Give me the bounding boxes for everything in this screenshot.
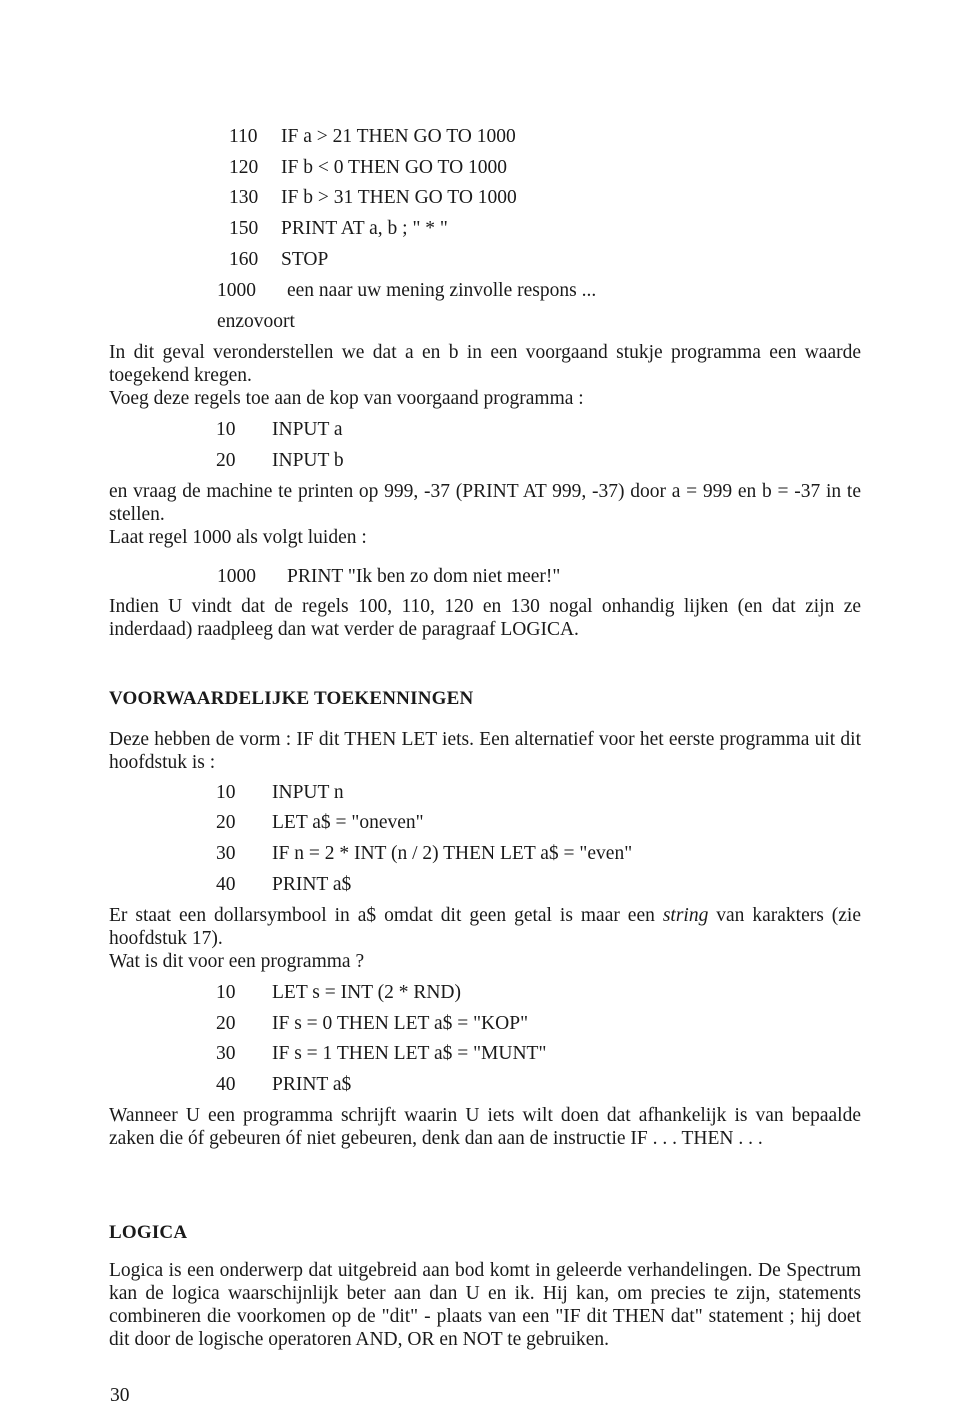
code-line [229, 248, 328, 272]
code-text: INPUT a [272, 419, 343, 440]
code-text: IF b > 31 THEN GO TO 1000 [281, 187, 517, 208]
paragraph-text: van karakters (zie hoofdstuk 17). [109, 905, 862, 949]
line-number: 130 [229, 187, 259, 208]
code-text: INPUT n [272, 782, 344, 803]
line-number: 20 [216, 1013, 236, 1034]
code-line [216, 449, 344, 473]
line-number: 10 [216, 419, 236, 440]
code-text: PRINT a$ [272, 874, 352, 895]
code-line [229, 156, 507, 180]
code-text: PRINT "Ik ben zo dom niet meer!" [287, 566, 561, 587]
code-line [229, 217, 448, 241]
emphasis-text: string [662, 905, 709, 926]
code-text: IF s = 0 THEN LET a$ = "KOP" [272, 1013, 529, 1034]
code-line [216, 811, 424, 835]
code-text: PRINT AT a, b ; " * " [281, 218, 448, 239]
code-line [216, 781, 344, 805]
code-text: IF b < 0 THEN GO TO 1000 [281, 157, 508, 178]
paragraph: Wanneer U een programma schrijft waarin U iets wilt doen dat afhankelijk is van bepaalde zaken die óf gebeuren óf niet gebeuren, denk dan aan de instructie IF . . . THEN . . . [109, 1105, 861, 1149]
code-line [229, 125, 516, 149]
code-text: een naar uw mening zinvolle respons ... [287, 280, 597, 301]
code-line [216, 873, 351, 897]
line-number: 10 [216, 982, 236, 1003]
line-number: 40 [216, 874, 236, 895]
enzovoort-text: enzovoort [217, 311, 295, 332]
code-text: IF s = 1 THEN LET a$ = "MUNT" [272, 1043, 547, 1064]
line-number: 120 [229, 157, 259, 178]
section-heading: LOGICA [109, 1222, 188, 1243]
code-line [229, 186, 517, 210]
code-text: LET a$ = "oneven" [272, 812, 424, 833]
code-line [216, 1012, 528, 1036]
line-number: 30 [216, 1043, 236, 1064]
code-line [216, 1042, 546, 1066]
code-line [217, 565, 560, 589]
code-text: INPUT b [272, 450, 344, 471]
paragraph-text: Er staat een dollarsymbool in a$ omdat dit geen getal is maar een [109, 905, 663, 926]
paragraph: Voeg deze regels toe aan de kop van voorgaand programma : [109, 388, 584, 409]
line-number: 110 [229, 126, 258, 147]
paragraph: Wat is dit voor een programma ? [109, 951, 365, 972]
code-text: IF a > 21 THEN GO TO 1000 [281, 126, 516, 147]
line-number: 40 [216, 1074, 236, 1095]
code-text: STOP [281, 249, 329, 270]
code-line [216, 842, 632, 866]
page-number: 30 [110, 1385, 130, 1406]
paragraph: Deze hebben de vorm : IF dit THEN LET iets. Een alternatief voor het eerste programma uit dit hoofdstuk is : [109, 729, 861, 773]
code-line [216, 418, 343, 442]
code-text: IF n = 2 * INT (n / 2) THEN LET a$ = "even" [272, 843, 633, 864]
line-number: 10 [216, 782, 236, 803]
line-number: 160 [229, 249, 259, 270]
section-heading: VOORWAARDELIJKE TOEKENNINGEN [109, 688, 474, 709]
code-line [216, 1073, 351, 1097]
paragraph: Indien U vindt dat de regels 100, 110, 120 en 130 nogal onhandig lijken (en dat zijn ze inderdaad) raadpleeg dan wat verder de paragraaf LOGICA. [109, 596, 861, 640]
line-number: 30 [216, 843, 236, 864]
line-number: 20 [216, 450, 236, 471]
line-number: 20 [216, 812, 236, 833]
paragraph: Laat regel 1000 als volgt luiden : [109, 527, 367, 548]
paragraph [109, 904, 861, 950]
code-text: LET s = INT (2 * RND) [272, 982, 462, 1003]
code-text: PRINT a$ [272, 1074, 352, 1095]
paragraph: Logica is een onderwerp dat uitgebreid aan bod komt in geleerde verhandelingen. De Spectrum kan de logica waarschijnlijk beter aan dan U en ik. Hij kan, om precies te zijn, statements combineren die voorkomen op de "dit" - plaats van een "IF dit THEN dat" statement ; hij doet dit door de logische operatoren AND, OR en NOT te gebruiken. [109, 1260, 861, 1350]
line-number: 150 [229, 218, 259, 239]
paragraph: en vraag de machine te printen op 999, -37 (PRINT AT 999, -37) door a = 999 en b = -37 in te stellen. [109, 481, 861, 525]
code-line [216, 981, 461, 1005]
paragraph: In dit geval veronderstellen we dat a en b in een voorgaand stukje programma een waarde toegekend kregen. [109, 342, 861, 386]
code-line [217, 279, 596, 303]
line-number: 1000 [217, 566, 256, 587]
line-number: 1000 [217, 280, 256, 301]
